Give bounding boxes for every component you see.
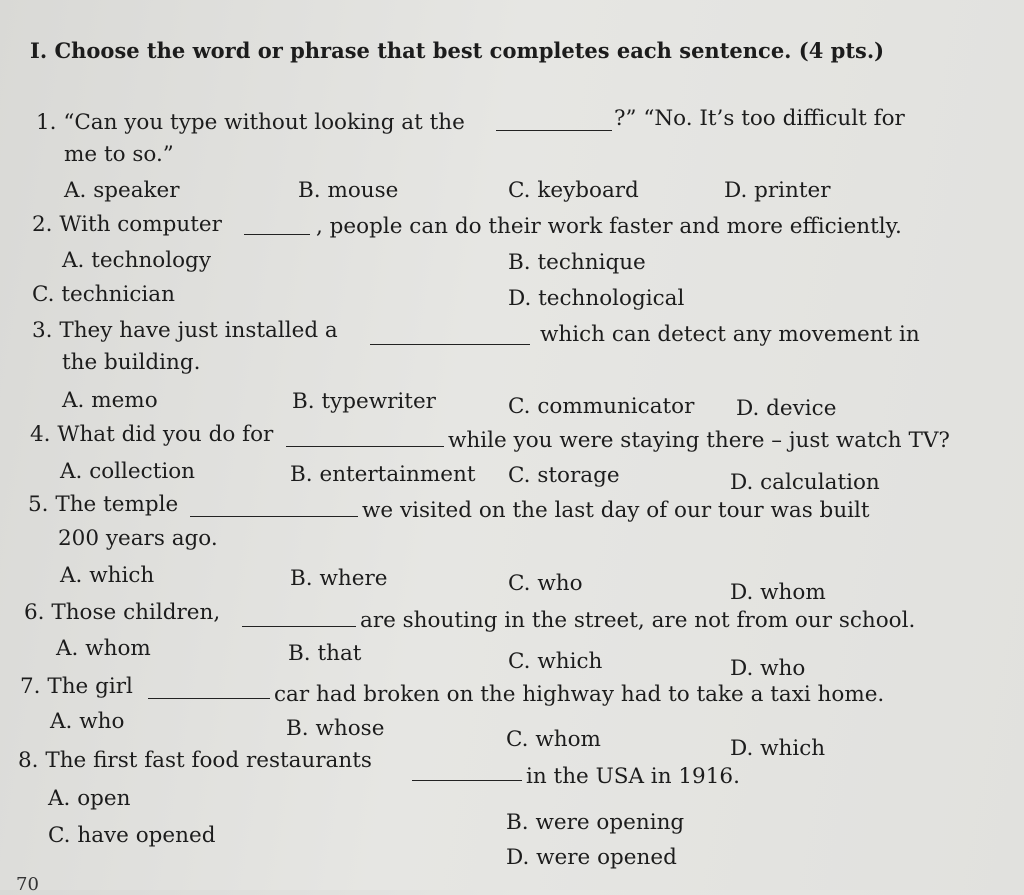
- q6-stem: 6. Those children,: [24, 600, 221, 625]
- q6-option-d[interactable]: D. who: [730, 656, 806, 681]
- q2-option-d[interactable]: D. technological: [508, 286, 685, 311]
- q3-option-b[interactable]: B. typewriter: [292, 389, 436, 414]
- q3-stem-line2: the building.: [62, 350, 201, 375]
- q4-option-d[interactable]: D. calculation: [730, 470, 880, 495]
- q3-option-c[interactable]: C. communicator: [508, 394, 695, 419]
- q1-option-a[interactable]: A. speaker: [64, 178, 180, 203]
- q2-option-a[interactable]: A. technology: [62, 248, 211, 273]
- q8-stem-continued: in the USA in 1916.: [526, 764, 740, 789]
- q8-option-a[interactable]: A. open: [48, 786, 131, 811]
- q2-answer-blank[interactable]: [244, 234, 310, 235]
- q5-stem: 5. The temple: [28, 492, 179, 517]
- q1-option-c[interactable]: C. keyboard: [508, 178, 639, 203]
- q6-answer-blank[interactable]: [242, 626, 356, 627]
- q6-option-b[interactable]: B. that: [288, 641, 362, 666]
- q5-option-a[interactable]: A. which: [60, 563, 155, 588]
- page-number: 70: [16, 874, 39, 895]
- q1-option-d[interactable]: D. printer: [724, 178, 831, 203]
- q1-stem-line2: me to so.”: [64, 142, 174, 167]
- q7-option-b[interactable]: B. whose: [286, 716, 385, 741]
- section-heading: I. Choose the word or phrase that best completes each sentence. (4 pts.): [30, 38, 885, 63]
- q5-answer-blank[interactable]: [190, 516, 358, 517]
- q2-stem: 2. With computer: [32, 212, 222, 237]
- q6-option-a[interactable]: A. whom: [56, 636, 151, 661]
- q4-stem: 4. What did you do for: [30, 422, 274, 447]
- q7-option-d[interactable]: D. which: [730, 736, 826, 761]
- q5-option-d[interactable]: D. whom: [730, 580, 826, 605]
- q8-option-c[interactable]: C. have opened: [48, 823, 216, 848]
- q7-option-c[interactable]: C. whom: [506, 727, 601, 752]
- q8-option-b[interactable]: B. were opening: [506, 810, 685, 835]
- q1-option-b[interactable]: B. mouse: [298, 178, 399, 203]
- q3-option-a[interactable]: A. memo: [62, 388, 158, 413]
- q3-answer-blank[interactable]: [370, 344, 530, 345]
- q2-option-c[interactable]: C. technician: [32, 282, 175, 307]
- q3-option-d[interactable]: D. device: [736, 396, 837, 421]
- q1-stem-continued: ?” “No. It’s too difficult for: [614, 106, 905, 131]
- q4-option-a[interactable]: A. collection: [60, 459, 196, 484]
- q4-stem-continued: while you were staying there – just watch TV?: [448, 428, 950, 453]
- q7-option-a[interactable]: A. who: [50, 709, 125, 734]
- q7-answer-blank[interactable]: [148, 698, 270, 699]
- q5-stem-line2: 200 years ago.: [58, 526, 218, 551]
- q8-answer-blank[interactable]: [412, 780, 522, 781]
- q3-stem: 3. They have just installed a: [32, 318, 338, 343]
- q5-stem-continued: we visited on the last day of our tour was built: [362, 498, 870, 523]
- q4-option-c[interactable]: C. storage: [508, 463, 620, 488]
- q4-answer-blank[interactable]: [286, 446, 444, 447]
- q7-stem-continued: car had broken on the highway had to take a taxi home.: [274, 682, 885, 707]
- q8-option-d[interactable]: D. were opened: [506, 845, 677, 870]
- q2-option-b[interactable]: B. technique: [508, 250, 646, 275]
- q1-answer-blank[interactable]: [496, 130, 612, 131]
- q1-stem: 1. “Can you type without looking at the: [36, 110, 465, 135]
- q7-stem: 7. The girl: [20, 674, 133, 699]
- q8-stem: 8. The first fast food restaurants: [18, 748, 372, 773]
- q2-stem-continued: , people can do their work faster and more efficiently.: [316, 214, 902, 239]
- q5-option-c[interactable]: C. who: [508, 571, 583, 596]
- q3-stem-continued: which can detect any movement in: [540, 322, 920, 347]
- q6-option-c[interactable]: C. which: [508, 649, 603, 674]
- q5-option-b[interactable]: B. where: [290, 566, 388, 591]
- q4-option-b[interactable]: B. entertainment: [290, 462, 476, 487]
- q6-stem-continued: are shouting in the street, are not from our school.: [360, 608, 916, 633]
